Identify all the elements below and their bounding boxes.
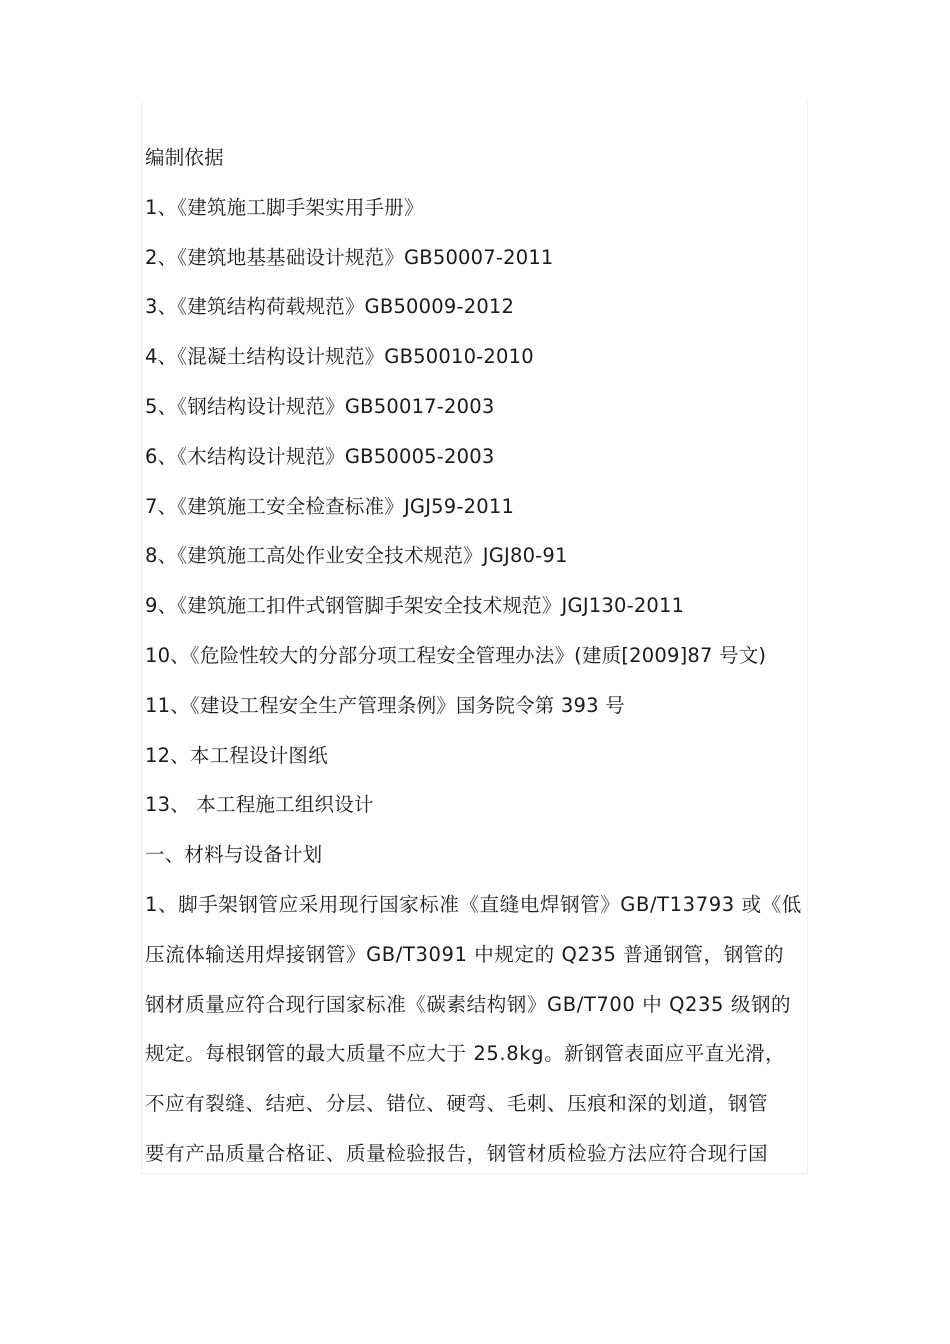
basis-item: 10、《危险性较大的分部分项工程安全管理办法》(建质[2009]87 号文)	[145, 643, 767, 667]
paragraph-line: 规定。每根钢管的最大质量不应大于 25.8kg。新钢管表面应平直光滑，	[145, 1042, 786, 1066]
basis-item: 12、本工程设计图纸	[145, 743, 328, 767]
basis-item: 4、《混凝土结构设计规范》GB50010-2010	[145, 345, 534, 369]
paragraph-line: 要有产品质量合格证、质量检验报告，钢管材质检验方法应符合现行国	[145, 1141, 769, 1165]
paragraph-line: 不应有裂缝、结疤、分层、错位、硬弯、毛刺、压痕和深的划道，钢管	[145, 1092, 769, 1116]
document-body	[145, 133, 825, 1179]
basis-item: 6、《木结构设计规范》GB50005-2003	[145, 444, 495, 468]
basis-item: 3、《建筑结构荷载规范》GB50009-2012	[145, 295, 515, 319]
basis-heading: 编制依据	[145, 146, 224, 169]
section-heading: 一、材料与设备计划	[145, 843, 323, 867]
basis-item: 9、《建筑施工扣件式钢管脚手架安全技术规范》JGJ130-2011	[145, 594, 685, 618]
basis-item: 8、《建筑施工高处作业安全技术规范》JGJ80-91	[145, 544, 568, 568]
paragraph-line: 钢材质量应符合现行国家标准《碳素结构钢》GB/T700 中 Q235 级钢的	[145, 992, 792, 1016]
basis-item: 2、《建筑地基基础设计规范》GB50007-2011	[145, 245, 554, 269]
basis-list	[145, 183, 825, 830]
basis-item: 5、《钢结构设计规范》GB50017-2003	[145, 394, 495, 418]
basis-item: 13、 本工程施工组织设计	[145, 793, 374, 817]
basis-item: 11、《建设工程安全生产管理条例》国务院令第 393 号	[145, 693, 625, 717]
section-paragraph	[145, 880, 825, 1179]
basis-item: 1、《建筑施工脚手架实用手册》	[145, 195, 424, 219]
basis-item: 7、《建筑施工安全检查标准》JGJ59-2011	[145, 494, 515, 518]
paragraph-line: 压流体输送用焊接钢管》GB/T3091 中规定的 Q235 普通钢管，钢管的	[145, 942, 785, 966]
paragraph-line: 1、脚手架钢管应采用现行国家标准《直缝电焊钢管》GB/T13793 或《低	[145, 892, 802, 916]
